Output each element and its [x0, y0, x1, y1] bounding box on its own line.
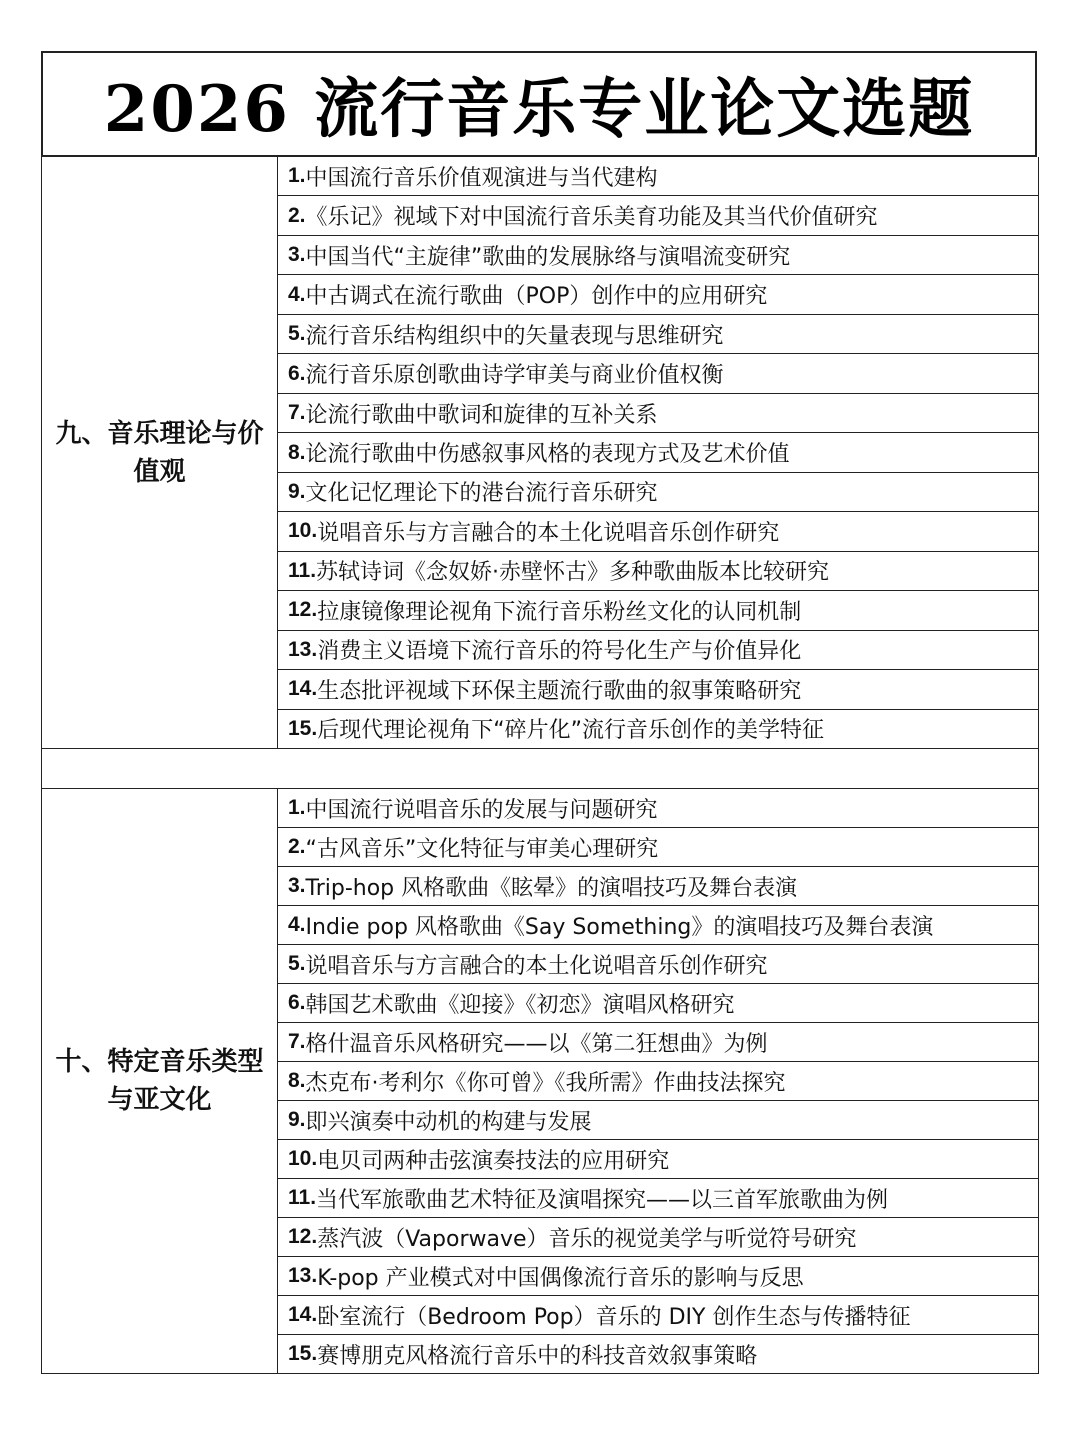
topic-text: Trip-hop 风格歌曲《眩晕》的演唱技巧及舞台表演 [305, 875, 798, 901]
topic-row [278, 1218, 1038, 1257]
topic-row [278, 984, 1038, 1023]
topic-number: 6. [288, 361, 306, 385]
topic-row [278, 945, 1038, 984]
topic-text: 中国流行说唱音乐的发展与问题研究 [305, 797, 658, 823]
section-music-theory [41, 157, 1039, 749]
topic-number: 2. [288, 203, 306, 227]
topic-number: 3. [288, 243, 306, 267]
topic-number: 7. [288, 1030, 306, 1053]
topic-number: 5. [288, 322, 306, 346]
category-label: 九、音乐理论与价值观 [55, 418, 264, 487]
topic-row [278, 433, 1038, 472]
topic-text: 说唱音乐与方言融合的本土化说唱音乐创作研究 [305, 953, 768, 979]
topic-row [278, 315, 1038, 354]
topic-text: 拉康镜像理论视角下流行音乐粉丝文化的认同机制 [317, 599, 802, 625]
topic-number: 14. [288, 1303, 318, 1326]
topic-row [278, 157, 1038, 196]
topic-row [278, 512, 1038, 551]
topic-text: 韩国艺术歌曲《迎接》《初恋》演唱风格研究 [305, 992, 735, 1018]
topic-number: 1. [288, 164, 306, 188]
topic-text: 中国当代“主旋律”歌曲的发展脉络与演唱流变研究 [305, 244, 791, 270]
topic-text: 流行音乐原创歌曲诗学审美与商业价值权衡 [305, 363, 724, 389]
topic-text: Indie pop 风格歌曲《Say Something》的演唱技巧及舞台表演 [305, 914, 934, 940]
topic-number: 5. [288, 952, 306, 975]
topic-text: 论流行歌曲中歌词和旋律的互补关系 [305, 402, 658, 428]
topic-text: 消费主义语境下流行音乐的符号化生产与价值异化 [317, 639, 802, 665]
topic-row [278, 670, 1038, 709]
topic-number: 3. [288, 874, 306, 897]
topic-number: 1. [288, 796, 306, 819]
topic-row [278, 275, 1038, 314]
topic-row [278, 1101, 1038, 1140]
topic-number: 12. [288, 598, 318, 622]
category-label: 十、特定音乐类型与亚文化 [55, 1047, 264, 1115]
topic-number: 9. [288, 479, 306, 503]
topic-number: 11. [288, 1186, 317, 1209]
topic-number: 10. [288, 1147, 318, 1170]
topic-text: 苏轼诗词《念奴娇·赤壁怀古》多种歌曲版本比较研究 [316, 560, 830, 586]
topic-row [278, 196, 1038, 235]
topic-row [278, 236, 1038, 275]
topic-number: 6. [288, 991, 306, 1014]
topic-text: 说唱音乐与方言融合的本土化说唱音乐创作研究 [317, 520, 780, 546]
topic-text: 文化记忆理论下的港台流行音乐研究 [305, 481, 658, 507]
topic-row [278, 1296, 1038, 1335]
topic-number: 13. [288, 637, 318, 661]
topic-row [278, 710, 1038, 748]
topic-text: 即兴演奏中动机的构建与发展 [305, 1109, 592, 1135]
topic-number: 12. [288, 1225, 318, 1248]
topic-row [278, 1257, 1038, 1296]
topic-row [278, 1179, 1038, 1218]
topic-text: 格什温音乐风格研究——以《第二狂想曲》为例 [305, 1031, 768, 1057]
topic-row [278, 906, 1038, 945]
section-subculture [41, 788, 1039, 1374]
topic-text: 论流行歌曲中伤感叙事风格的表现方式及艺术价值 [305, 442, 790, 468]
topic-row [278, 1062, 1038, 1101]
topic-number: 4. [288, 282, 306, 306]
topic-number: 7. [288, 401, 306, 425]
topic-number: 15. [288, 1342, 318, 1365]
topic-row [278, 1140, 1038, 1179]
topic-text: K-pop 产业模式对中国偶像流行音乐的影响与反思 [317, 1265, 804, 1291]
topic-text: 杰克布·考利尔《你可曾》《我所需》作曲技法探究 [305, 1070, 786, 1096]
topic-text: 中古调式在流行歌曲（POP）创作中的应用研究 [305, 284, 768, 310]
topic-text: 后现代理论视角下“碎片化”流行音乐创作的美学特征 [317, 718, 824, 744]
topic-number: 10. [288, 519, 318, 543]
topic-text: “古风音乐”文化特征与审美心理研究 [305, 836, 659, 862]
topic-number: 2. [288, 835, 306, 858]
topic-text: 流行音乐结构组织中的矢量表现与思维研究 [305, 323, 724, 349]
topic-text: 《乐记》视域下对中国流行音乐美育功能及其当代价值研究 [305, 205, 878, 231]
page-title: 2026 流行音乐专业论文选题 [103, 72, 975, 147]
topic-text: 电贝司两种击弦演奏技法的应用研究 [317, 1148, 670, 1174]
topic-row [278, 394, 1038, 433]
topic-number: 13. [288, 1264, 318, 1287]
topic-text: 蒸汽波（Vaporwave）音乐的视觉美学与听觉符号研究 [317, 1226, 857, 1252]
topic-row [278, 631, 1038, 670]
category-cell [42, 157, 278, 748]
topic-row [278, 1023, 1038, 1062]
topic-text: 赛博朋克风格流行音乐中的科技音效叙事策略 [317, 1343, 758, 1369]
topic-text: 当代军旅歌曲艺术特征及演唱探究——以三首军旅歌曲为例 [316, 1187, 889, 1213]
topic-row [278, 354, 1038, 393]
topic-row [278, 473, 1038, 512]
topic-number: 15. [288, 716, 318, 740]
topic-row [278, 552, 1038, 591]
topic-text: 中国流行音乐价值观演进与当代建构 [305, 165, 658, 191]
topic-number: 8. [288, 1069, 306, 1092]
topic-text: 生态批评视域下环保主题流行歌曲的叙事策略研究 [317, 678, 802, 704]
topic-row [278, 591, 1038, 630]
topic-text: 卧室流行（Bedroom Pop）音乐的 DIY 创作生态与传播特征 [317, 1304, 911, 1330]
category-cell [42, 789, 278, 1373]
topic-row [278, 1335, 1038, 1373]
topic-list [278, 157, 1038, 748]
topic-row [278, 867, 1038, 906]
topic-row [278, 828, 1038, 867]
topic-row [278, 789, 1038, 828]
topic-number: 11. [288, 558, 317, 582]
topic-list [278, 789, 1038, 1373]
topic-number: 4. [288, 913, 306, 936]
spacer-row [41, 749, 1039, 788]
topic-number: 8. [288, 440, 306, 464]
title-box [41, 51, 1037, 157]
topic-number: 9. [288, 1108, 306, 1131]
topic-number: 14. [288, 677, 318, 701]
